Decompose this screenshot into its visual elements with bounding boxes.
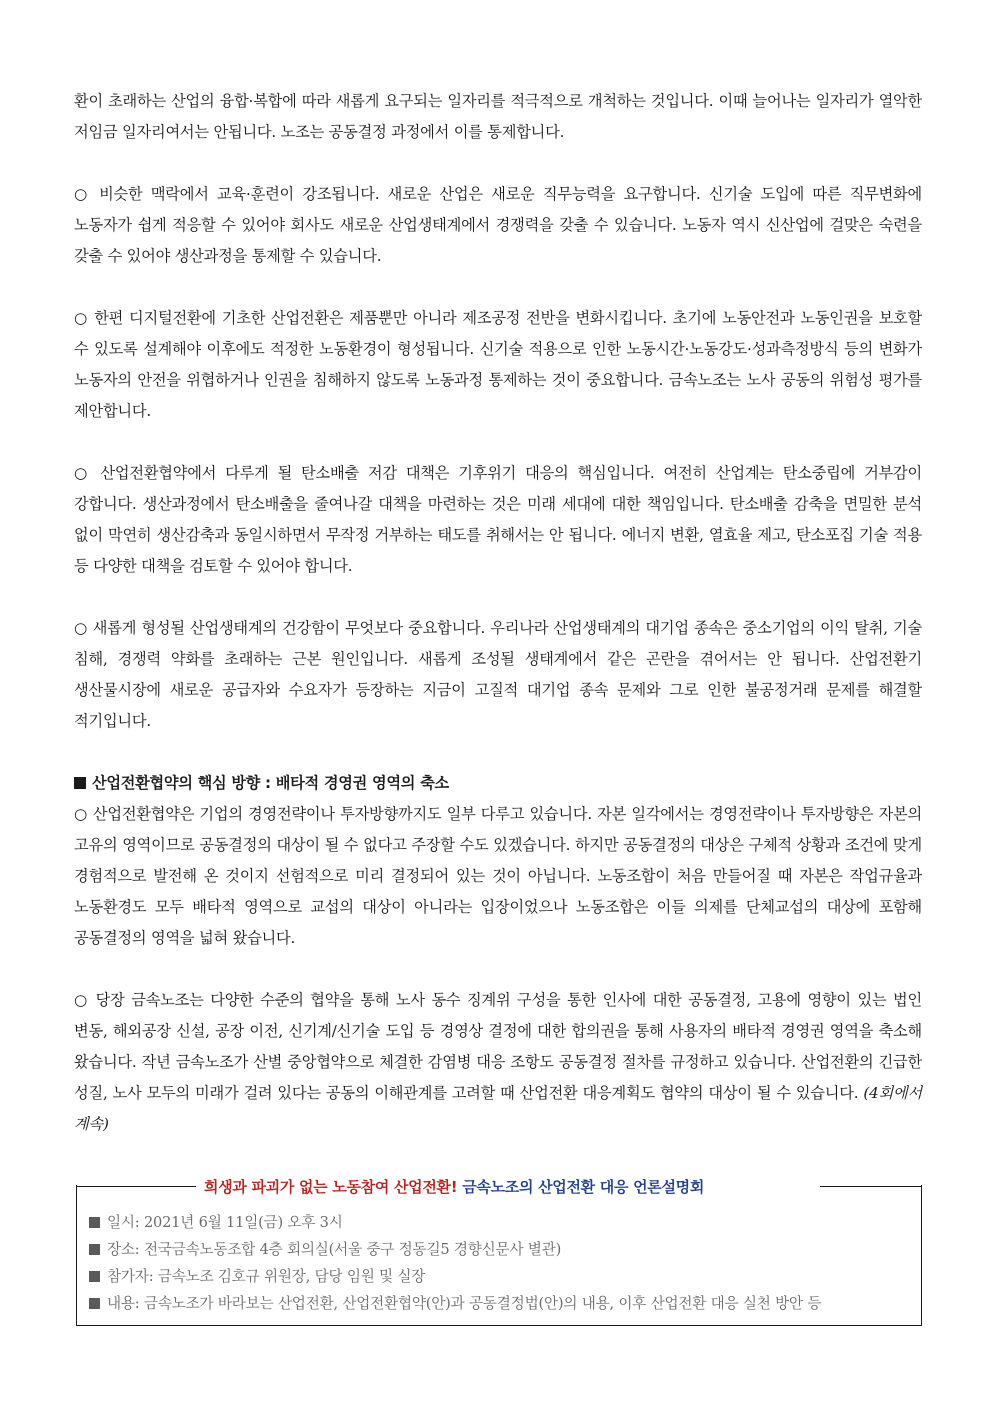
- square-bullet-icon: [89, 1217, 100, 1228]
- notice-item-place: 장소: 전국금속노동조합 4층 회의실(서울 중구 정동길5 경향신문사 별관): [89, 1236, 821, 1263]
- square-bullet-icon: [74, 777, 86, 789]
- paragraph-industrial-ecosystem: ○ 새롭게 형성될 산업생태계의 건강함이 무엇보다 중요합니다. 우리나라 산업생태계의 대기업 종속은 중소기업의 이익 탈취, 기술 침해, 경쟁력 약화를 초래하는 근본 원인입니다. 새롭게 조성될 생태계에서 같은 곤란을 겪어서는 안 됩니다. 산업전환기 생산물시장에 새로운 공급자와 수요자가 등장하는 지금이 고질적 대기업 종속 문제와 그로 인한 불공정거래 문제를 해결할 적기입니다.: [74, 619, 922, 730]
- notice-title-blue: 금속노조의 산업전환 대응 언론설명회: [462, 1178, 705, 1196]
- document-body: [74, 86, 922, 1171]
- section-heading-text: 산업전환협약의 핵심 방향 : 배타적 경영권 영역의 축소: [92, 774, 449, 792]
- square-bullet-icon: [89, 1244, 100, 1255]
- square-bullet-icon: [89, 1271, 100, 1282]
- paragraph-union-agreements: [74, 985, 922, 1140]
- notice-box: [76, 1185, 922, 1326]
- paragraph-digital-transition: ○ 한편 디지털전환에 기초한 산업전환은 제품뿐만 아니라 제조공정 전반을 변화시킵니다. 초기에 노동안전과 노동인권을 보호할 수 있도록 설계해야 이후에도 적정한 노동환경이 형성됩니다. 신기술 적용으로 인한 노동시간·노동강도·성과측정방식 등의 변화가 노동자의 안전을 위협하거나 인권을 침해하지 않도록 노동과정 통제하는 것이 중요합니다. 금속노조는 노사 공동의 위험성 평가를 제안합니다.: [74, 309, 922, 420]
- notice-item-participants: 참가자: 금속노조 김호규 위원장, 담당 임원 및 실장: [89, 1263, 821, 1290]
- square-bullet-icon: [89, 1298, 100, 1309]
- paragraph-job-creation: 환이 초래하는 산업의 융합·복합에 따라 새롭게 요구되는 일자리를 적극적으로 개척하는 것입니다. 이때 늘어나는 일자리가 열악한 저임금 일자리여서는 안됩니다. 노조는 공동결정 과정에서 이를 통제합니다.: [74, 92, 922, 141]
- notice-item-date: 일시: 2021년 6월 11일(금) 오후 3시: [89, 1209, 821, 1236]
- paragraph-education-training: ○ 비슷한 맥락에서 교육·훈련이 강조됩니다. 새로운 산업은 새로운 직무능력을 요구합니다. 신기술 도입에 따른 직무변화에 노동자가 쉽게 적응할 수 있어야 회사도 새로운 산업생태계에서 경쟁력을 갖출 수 있습니다. 노동자 역시 신산업에 걸맞은 숙련을 갖출 수 있어야 생산과정을 통제할 수 있습니다.: [74, 185, 922, 265]
- continued-note: (4회에서 계속): [74, 1084, 922, 1133]
- notice-title-row: [76, 1176, 922, 1196]
- paragraph-management-rights: ○ 산업전환협약은 기업의 경영전략이나 투자방향까지도 일부 다루고 있습니다. 자본 일각에서는 경영전략이나 투자방향은 자본의 고유의 영역이므로 공동결정의 대상이 될 수 없다고 주장할 수도 있겠습니다. 하지만 공동결정의 대상은 구체적 상황과 조건에 맞게 경험적으로 발전해 온 것이지 선험적으로 미리 결정되어 있는 것이 아닙니다. 노동조합이 처음 만들어질 때 자본은 작업규율과 노동환경도 모두 배타적 영역으로 교섭의 대상이 아니라는 입장이었으나 노동조합은 이들 의제를 단체교섭의 대상에 포함해 공동결정의 영역을 넓혀 왔습니다.: [74, 805, 922, 947]
- paragraph-carbon-reduction: ○ 산업전환협약에서 다루게 될 탄소배출 저감 대책은 기후위기 대응의 핵심입니다. 여전히 산업계는 탄소중립에 거부감이 강합니다. 생산과정에서 탄소배출을 줄여나갈 대책을 마련하는 것은 미래 세대에 대한 책임입니다. 탄소배출 감축을 면밀한 분석 없이 막연히 생산감축과 동일시하면서 무작정 거부하는 태도를 취해서는 안 됩니다. 에너지 변환, 열효율 제고, 탄소포집 기술 적용 등 다양한 대책을 검토할 수 있어야 합니다.: [74, 464, 922, 575]
- title-rule-left: [76, 1186, 196, 1187]
- notice-title: [204, 1176, 704, 1197]
- notice-items: [89, 1209, 821, 1317]
- section-heading: [74, 768, 922, 799]
- notice-title-red: 희생과 파괴가 없는 노동참여 산업전환!: [204, 1178, 458, 1196]
- title-rule-right: [820, 1186, 922, 1187]
- notice-item-content: 내용: 금속노조가 바라보는 산업전환, 산업전환협약(안)과 공동결정법(안)의 내용, 이후 산업전환 대응 실천 방안 등: [89, 1290, 821, 1317]
- paragraph-union-agreements-text: ○ 당장 금속노조는 다양한 수준의 협약을 통해 노사 동수 징계위 구성을 통한 인사에 대한 공동결정, 고용에 영향이 있는 법인 변동, 해외공장 신설, 공장 이전, 신기계/신기술 도입 등 경영상 결정에 대한 합의권을 통해 사용자의 배타적 경영권 영역을 축소해 왔습니다. 작년 금속노조가 산별 중앙협약으로 체결한 감염병 대응 조항도 공동결정 절차를 규정하고 있습니다. 산업전환의 긴급한 성질, 노사 모두의 미래가 걸려 있다는 공동의 이해관계를 고려할 때 산업전환 대응계획도 협약의 대상이 될 수 있습니다.: [74, 991, 922, 1102]
